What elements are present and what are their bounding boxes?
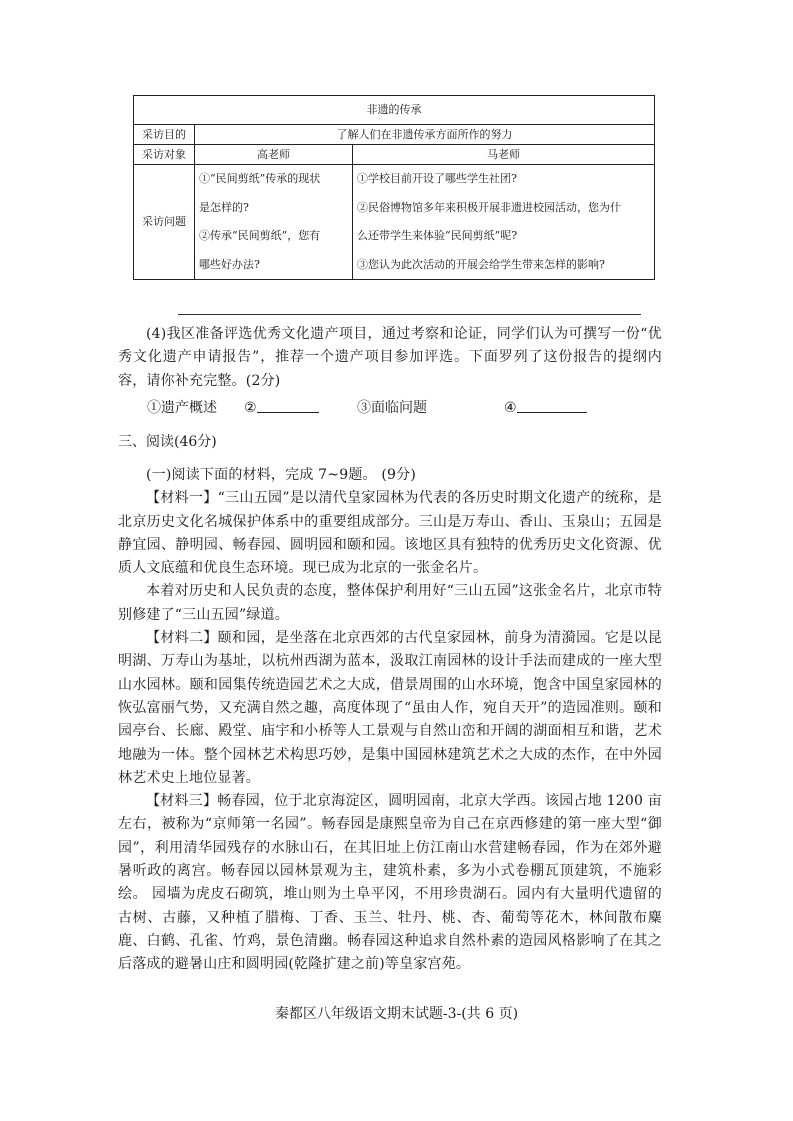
gao-questions: [195, 165, 353, 280]
material-3-paragraph: 【材料三】畅春园，位于北京海淀区，圆明园南，北京大学西。该园占地 1200 亩左右，被称为“京师第一名园”。畅春园是康熙皇帝为自己在京西修建的第一座大型“御园”，利用清华园残存的水脉山石，在其旧址上仿江南山水营建畅春园，作为在郊外避暑听政的离宫。畅春园以园林景观为主，建筑朴素，多为小式卷棚瓦顶建筑，不施彩绘。 园墙为虎皮石砌筑，堆山则为土阜平冈，不用珍贵湖石。园内有大量明代遗留的古树、古藤，又种植了腊梅、丁香、玉兰、牡丹、桃、杏、葡萄等花木，林间散布麋鹿、白鹤、孔雀、竹鸡，景色清幽。畅春园这种追求自然朴素的造园风格影响了在其之后落成的避暑山庄和圆明园(乾隆扩建之前)等皇家宫苑。: [118, 793, 662, 973]
outline-item-3: ③面临问题: [357, 400, 427, 416]
table-title: 非遗的传承: [134, 96, 655, 125]
table-row-questions: [134, 165, 655, 280]
gao-question-line: 哪些好办法?: [199, 257, 260, 271]
target-gao: 高老师: [195, 145, 353, 165]
gao-question-line: ②传承“民间剪纸”，您有: [199, 229, 321, 243]
purpose-label: 采访目的: [134, 125, 195, 145]
table-title-row: [134, 96, 655, 125]
reading-passage: [118, 464, 662, 977]
material-1-paragraph-2: 本着对历史和人民负责的态度，整体保护利用好“三山五园”这张金名片，北京市特别修建了“三山五园”绿道。: [118, 583, 662, 623]
ma-questions: [353, 165, 655, 280]
target-ma: 马老师: [353, 145, 655, 165]
outline-item-2-label: ②: [244, 400, 257, 416]
outline-item-4-label: ④: [504, 400, 517, 416]
ma-question-line: ②民俗博物馆多年来积极开展非遗进校园活动，您为什: [357, 200, 621, 214]
interview-table: [133, 95, 655, 280]
gao-question-line: 是怎样的?: [199, 200, 249, 214]
answer-line: [178, 314, 641, 315]
ma-question-line: 么还带学生来体验“民间剪纸”呢?: [357, 229, 518, 243]
table-row-purpose: [134, 125, 655, 145]
questions-label: 采访问题: [134, 165, 195, 280]
blank-4-input[interactable]: [517, 398, 587, 413]
ma-question-line: ③您认为此次活动的开展会给学生带来怎样的影响?: [357, 257, 605, 271]
page-footer: 秦都区八年级语文期末试题-3-(共 6 页): [274, 1006, 519, 1022]
target-label: 采访对象: [134, 145, 195, 165]
ma-question-line: ①学校目前开设了哪些学生社团?: [357, 172, 517, 185]
question-4-text: (4)我区准备评选优秀文化遗产项目，通过考察和论证，同学们认为可撰写一份“优秀文化遗产申请报告”，推荐一个遗产项目参加评选。下面罗列了这份报告的提纲内容，请你补充完整。(2分): [118, 326, 662, 389]
reading-intro: (一)阅读下面的材料，完成 7~9题。 (9分): [146, 467, 416, 483]
outline-item-2: [244, 398, 257, 418]
gao-question-line: ①“民间剪纸”传承的现状: [199, 172, 321, 185]
material-2-paragraph: 【材料二】颐和园，是坐落在北京西郊的古代皇家园林，前身为清漪园。它是以昆明湖、万寿山为基址，以杭州西湖为蓝本，汲取江南园林的设计手法而建成的一座大型山水园林。颐和园集传统造园艺术之大成，借景周围的山水环境，饱含中国皇家园林的恢弘富丽气势，又充满自然之趣，高度体现了“虽由人作，宛自天开”的造园准则。颐和园亭台、长廊、殿堂、庙宇和小桥等人工景观与自然山峦和开阔的湖面相互和谐，艺术地融为一体。整个园林艺术构思巧妙，是集中国园林建筑艺术之大成的杰作，在中外园林艺术史上地位显著。: [118, 630, 662, 786]
outline-item-1: ①遗产概述: [147, 400, 217, 416]
question-4: [118, 323, 662, 393]
table-row-target: [134, 145, 655, 165]
material-1-paragraph-1: 【材料一】“三山五园”是以清代皇家园林为代表的各历史时期文化遗产的统称，是北京历史文化名城保护体系中的重要组成部分。三山是万寿山、香山、玉泉山；五园是静宜园、静明园、畅春园、圆明园和颐和园。该地区具有独特的优秀历史文化资源、优质人文底蕴和优良生态环境。现已成为北京的一张金名片。: [118, 490, 662, 577]
outline-item-4: [504, 398, 517, 418]
section-reading-title: 三、阅读(46分): [118, 434, 217, 450]
purpose-value: 了解人们在非遗传承方面所作的努力: [195, 125, 655, 145]
blank-2-input[interactable]: [257, 398, 319, 413]
